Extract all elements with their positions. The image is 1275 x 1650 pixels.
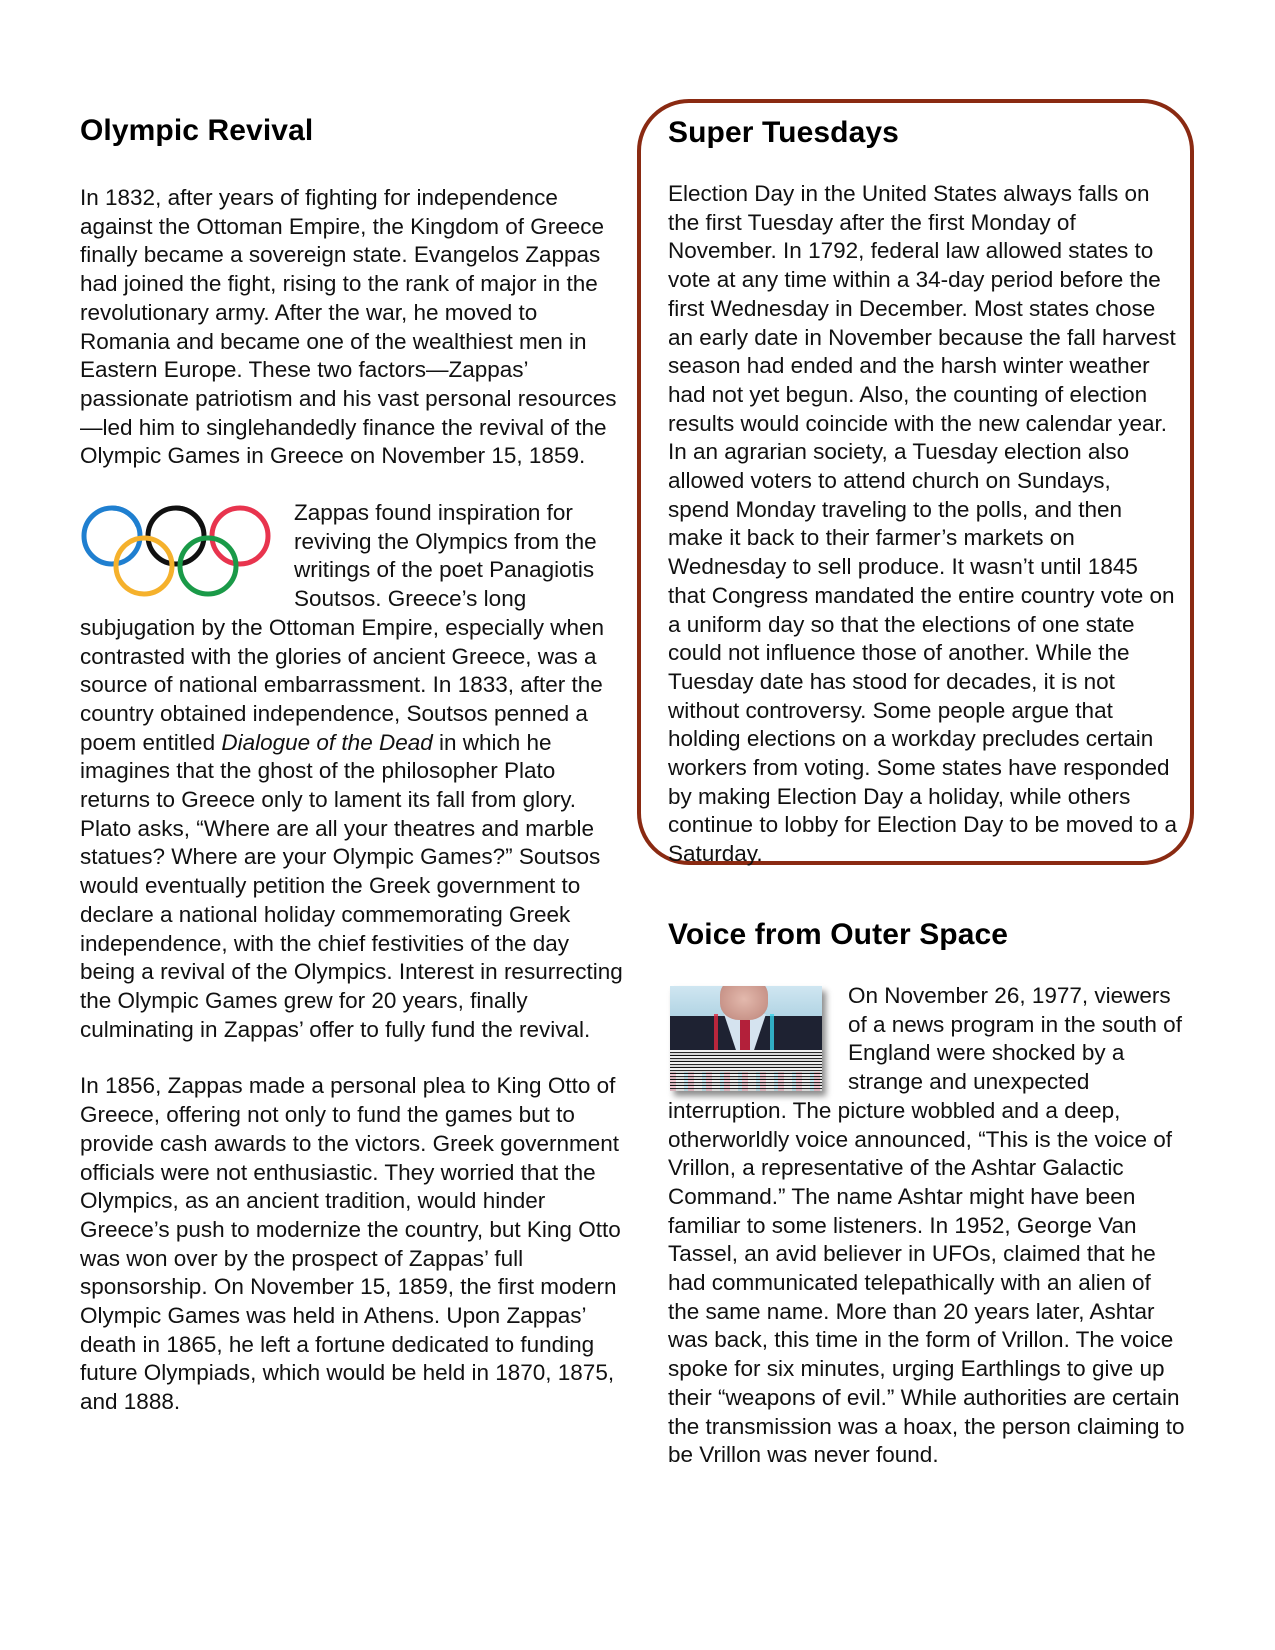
olympic-revival-article [80,114,625,1417]
olympic-revival-title: Olympic Revival [80,114,314,147]
distorted-tv-newscaster-image [670,986,822,1091]
voice-from-outer-space-article [668,918,1188,1470]
ring-yellow [116,538,172,594]
olympic-revival-paragraph-2: Zappas found inspiration for reviving the Olympics from the writings of the poet Panagiotis Soutsos. Greece’s long subjugation by the Ottoman Empire, especially when contrasted with the glories of ancient Greece, was a source of national embarrassment. In 1833, after the country obtained independence, Soutsos penned a poem entitled Dialogue of the Dead in which he imagines that the ghost of the philosopher Plato returns to Greece only to lament its fall from glory. Plato asks, “Where are all your theatres and marble statues? Where are your Olympic Games?” Soutsos would eventually petition the Greek government to declare a national holiday commemorating Greek independence, with the chief festivities of the day being a revival of the Olympics. Interest in resurrecting the Olympic Games grew for 20 years, finally culminating in Zappas’ offer to fully fund the revival. [80,500,623,1042]
olympic-revival-paragraph-1: In 1832, after years of fighting for independence against the Ottoman Empire, the Kingdom of Greece finally became a sovereign state. Evangelos Zappas had joined the fight, rising to the rank of major in the revolutionary army. After the war, he moved to Romania and became one of the wealthiest men in Eastern Europe. These two factors—Zappas’ passionate patriotism and his vast personal resources—led him to singlehandedly finance the revival of the Olympic Games in Greece on November 15, 1859. [80,185,617,469]
poem-title: Dialogue of the Dead [221,729,433,755]
olympic-rings-icon [80,503,280,603]
ring-red [212,508,268,564]
olympic-revival-paragraph-3: In 1856, Zappas made a personal plea to King Otto of Greece, offering not only to fund the games but to provide cash awards to the victors. Greek government officials were not enthusiastic. They worried that the Olympics, as an ancient tradition, would hinder Greece’s push to modernize the country, but King Otto was won over by the prospect of Zappas’ full sponsorship. On November 15, 1859, the first modern Olympic Games was held in Athens. Upon Zappas’ death in 1865, he left a fortune dedicated to funding future Olympiads, which would be held in 1870, 1875, and 1888. [80,1073,621,1415]
voice-from-outer-space-body: On November 26, 1977, viewers of a news program in the south of England were shocked by a strange and unexpected interruption. The picture wobbled and a deep, otherworldly voice announced, “This is the voice of Vrillon, a representative of the Ashtar Galactic Command.” The name Ashtar might have been familiar to some listeners. In 1952, George Van Tassel, an avid believer in UFOs, claimed that he had communicated telepathically with an alien of the same name. More than 20 years later, Ashtar was back, this time in the form of Vrillon. The voice spoke for six minutes, urging Earthlings to give up their “weapons of evil.” While authorities are certain the transmission was a hoax, the person claiming to be Vrillon was never found. [668,983,1185,1468]
voice-from-outer-space-title: Voice from Outer Space [668,918,1009,951]
super-tuesdays-article [668,116,1178,869]
super-tuesdays-title: Super Tuesdays [668,116,899,149]
super-tuesdays-body: Election Day in the United States always falls on the first Tuesday after the first Monday of November. In 1792, federal law allowed states to vote at any time within a 34-day period before the first Wednesday in December. Most states chose an early date in November because the fall harvest season had ended and the harsh winter weather had not yet begun. Also, the counting of election results would coincide with the new calendar year. In an agrarian society, a Tuesday election also allowed voters to attend church on Sundays, spend Monday traveling to the polls, and then make it back to their farmer’s markets on Wednesday to sell produce. It wasn’t until 1845 that Congress mandated the entire country vote on a uniform day so that the elections of one state could not influence those of another. While the Tuesday date has stood for decades, it is not without controversy. Some people argue that holding elections on a workday precludes certain workers from voting. Some states have responded by making Election Day a holiday, while others continue to lobby for Election Day to be moved to a Saturday. [668,181,1178,867]
ring-green [180,538,236,594]
